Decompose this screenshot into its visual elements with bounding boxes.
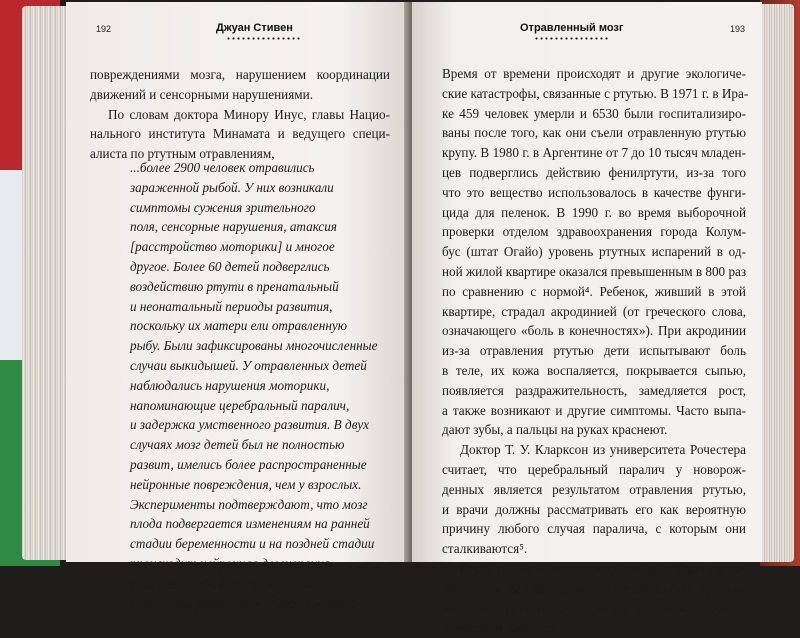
quote-line: [расстройство моторики] и многое <box>130 239 335 255</box>
text-line: считает, что церебральный паралич у новорож- <box>442 461 746 477</box>
text-line: появляется раздражительность, замедляется рост, <box>442 382 746 398</box>
left-running-head: Джуан Стивен <box>216 22 293 34</box>
page-stack-right <box>760 4 794 562</box>
text-line: в теле, их кожа воспаляется, покрывается сыпью, <box>442 362 746 378</box>
text-line: начиная с китайских лекарств и заканчивая космет- <box>442 600 746 616</box>
text-line: квартире, страдал акродинией (от греческого слова, <box>442 303 746 319</box>
quote-line: рыбу. Были зафиксированы многочисленные <box>130 338 378 354</box>
text-line: бус (штат Огайо) уровень ртутных испарений в од- <box>442 244 746 260</box>
quote-line: случаях мозг детей был не полностью <box>130 437 345 453</box>
quote-line: другое. Более 60 детей подверглись <box>130 258 330 274</box>
text-line: проверки отделом здравоохранения города Колум- <box>442 224 746 240</box>
text-line: нального института Минамата и ведущего специ- <box>90 126 390 142</box>
text-line: сталкиваются⁵. <box>442 541 528 557</box>
quote-line: зараженной рыбой. У них возникали <box>130 179 334 195</box>
text-line: По словам доктора Минору Инус, главы Нацио- <box>108 106 390 122</box>
text-line: ские катастрофы, связанные с ртутью. В 1971 г. в Ира- <box>442 85 749 101</box>
quote-line: Эксперименты подтверждают, что мозг <box>130 496 368 512</box>
quote-line: Нейроны плода более уязвимы для <box>130 575 322 591</box>
quote-line: воздействию ртути в пренатальный <box>130 278 339 294</box>
text-line: дают зубы, а пальцы на руках краснеют. <box>442 422 668 438</box>
text-line: означающего «боль в конечностях»). При акродинии <box>442 323 746 339</box>
text-line: алиста по ртутным отравлениям, <box>90 146 275 162</box>
quote-line: развит, имелись более распространенные <box>130 456 367 472</box>
text-line: ной жилой квартире оказался превышенным в 800 раз <box>442 263 747 279</box>
text-line: причину любого случая паралича, с которым они <box>442 521 746 537</box>
quote-line: нейронные повреждения, чем у взрослых. <box>130 476 362 492</box>
left-page <box>66 2 410 611</box>
right-head-ornament <box>534 37 610 40</box>
quote-line: поскольку их матери ели отравленную <box>130 318 348 334</box>
text-line: цида для пеленок. В 1990 г. во время выборочной <box>442 204 746 220</box>
quote-line: и неонатальный периоды развития, <box>130 298 333 314</box>
text-line: что это вещество использовалось в качестве фунги- <box>442 184 746 200</box>
text-line: движений и сенсорными нарушениями. <box>90 86 314 102</box>
left-body-text <box>90 65 390 164</box>
text-line: крупу. В 1980 г. в Аргентине от 7 до 10 тысяч младен- <box>442 145 746 161</box>
text-line: по сравнению с нормой⁴. Ребенок, живший в этой <box>442 283 746 299</box>
text-line: ке 459 человек умерли и 6530 были госпитализиро- <box>442 105 746 121</box>
quote-line: наблюдались нарушения моторики, <box>130 377 330 393</box>
quote-line: метиловой ртути, чем нейроны матери³. <box>130 595 365 611</box>
left-quote-block <box>130 158 390 613</box>
text-line: повреждениями мозга, нарушением координации <box>90 67 390 82</box>
text-line: общениям, ее обнаруживают во множестве товаров, <box>442 580 746 596</box>
quote-line: и задержка умственного развития. В двух <box>130 417 369 433</box>
right-body-text <box>442 64 749 638</box>
quote-line: стадии беременности и на поздней стадии <box>130 536 375 552</box>
text-line: Ртуть может выявляться где угодно. Судя по со- <box>460 560 746 576</box>
text-line: тическими кремами⁶,⁷. <box>442 620 570 636</box>
quote-line: симптомы сужения зрительного <box>130 199 316 215</box>
quote-line: происходит нейронная дегенерация. <box>130 555 334 571</box>
right-page-number: 193 <box>730 24 746 34</box>
quote-line: напоминающие церебральный паралич, <box>130 397 350 413</box>
text-line: Доктор Т. У. Кларксон из университета Рочестера <box>460 442 746 458</box>
text-line: Время от времени происходят и другие экологиче- <box>442 66 746 81</box>
left-page-number: 192 <box>96 24 112 34</box>
text-line: денных является результатом отравления ртутью, <box>442 481 746 497</box>
text-line: ваны после того, как они съели отравленную ртутью <box>442 125 746 141</box>
left-head-ornament <box>226 37 302 40</box>
text-line: цев подверглись действию фенилртути, из-за того <box>442 164 746 180</box>
text-line: а также возникают и другие симптомы. Часто выпа- <box>442 402 746 418</box>
text-line: и врачи должны рассматривать его как вероятную <box>442 501 746 517</box>
quote-line: поля, сенсорные нарушения, атаксия <box>130 219 337 235</box>
right-page <box>412 2 762 636</box>
text-line: из-за отравления ртутью дети испытывают боль <box>442 343 746 359</box>
quote-line: случаи выкидышей. У отравленных детей <box>130 357 367 373</box>
quote-line: плода подвергается изменениям на ранней <box>130 516 370 532</box>
quote-line: ...более 2900 человек отравились <box>130 160 315 175</box>
page-stack-left <box>22 6 70 560</box>
right-running-head: Отравленный мозг <box>520 22 624 34</box>
